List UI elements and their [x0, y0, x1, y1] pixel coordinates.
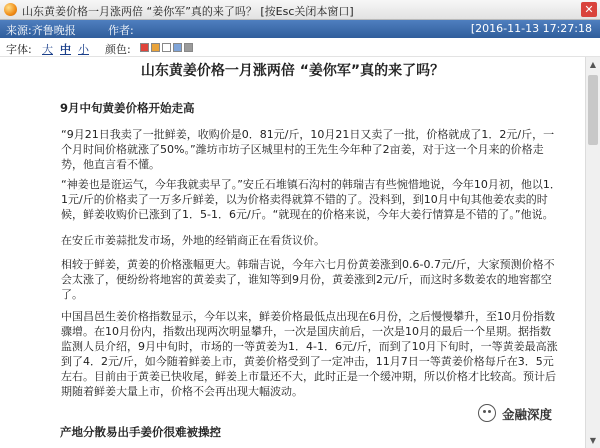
- font-size-medium[interactable]: 中: [60, 43, 71, 56]
- wechat-icon: [478, 404, 496, 422]
- article-paragraph: 在安丘市姜蒜批发市场，外地的经销商正在看货议价。: [61, 234, 325, 247]
- color-swatch-blue[interactable]: [173, 43, 182, 52]
- reading-toolbar: [0, 38, 600, 57]
- article-paragraph: 中国昌邑生姜价格指数显示，今年以来，鲜姜价格最低点出现在6月份，之后慢慢攀升，至10月份指数骤增。在10月份内，指数出现两次明显攀升，一次是国庆前后，一次是10月的最后一个星期。据指数监测人员介绍，9月中旬时，市场的一等黄姜为1．4-1．6元/斤，而到了10月下旬时，一等黄姜最高涨到了4．2元/斤，如今随着鲜姜上市，黄姜价格受到了一定冲击，11月7日一等黄姜价格每斤在3．5元左右。目前由于黄姜已快收尾，鲜姜上市量还不大，此时正是一个缓冲期，所以价格才比较高。预计后期随着鲜姜大量上市，价格不会再出现大幅波动。: [61, 310, 558, 398]
- author-label: 作者:: [108, 24, 134, 37]
- color-label: 颜色:: [105, 43, 131, 56]
- section-heading: 9月中旬黄姜价格开始走高: [60, 101, 195, 115]
- window-titlebar: [0, 0, 600, 20]
- article-content: [0, 57, 585, 448]
- article-headline: 山东黄姜价格一月涨两倍 “姜你军”真的来了吗？: [140, 63, 445, 79]
- article-paragraph: 相较于鲜姜，黄姜的价格涨幅更大。韩瑞吉说，今年六七月份黄姜涨到0.6-0.7元/斤，大家预测价格不会太涨了，便纷纷将地窖的黄姜卖了，谁知等到9月份，黄姜涨到2元/斤，而这时多数姜农的地窖都空了。: [61, 258, 555, 301]
- scroll-thumb[interactable]: [588, 75, 598, 145]
- article-paragraph: “神姜也是诳运气，今年我就卖早了。”安丘石堆镇石沟村的韩瑞吉有些惋惜地说，今年10月初，他以1．1元/斤的价格卖了一万多斤鲜姜，以为价格卖得就算不错的了。没料到，到10月中旬其他姜农卖的时候，鲜姜收购价已涨到了1．5-1．6元/斤。“就现在的价格来说，今年大姜行情算是不错的了。”他说。: [61, 178, 561, 221]
- color-swatch-orange[interactable]: [151, 43, 160, 52]
- font-size-small[interactable]: 小: [78, 43, 89, 56]
- section-heading: 产地分散易出手姜价很难被操控: [60, 425, 221, 439]
- vertical-scrollbar[interactable]: [585, 57, 600, 448]
- close-button[interactable]: ✕: [581, 2, 597, 17]
- watermark-text: 金融深度: [502, 407, 553, 422]
- window-title: 山东黄姜价格一月涨两倍 “姜你军”真的来了吗？ [按Esc关闭本窗口]: [22, 5, 354, 18]
- color-swatch-red[interactable]: [140, 43, 149, 52]
- font-size-label: 字体:: [6, 43, 32, 56]
- source-label: 来源:齐鲁晚报: [6, 24, 76, 37]
- scroll-up-icon[interactable]: ▲: [589, 60, 597, 69]
- app-icon: [4, 3, 17, 16]
- timestamp: [2016-11-13 17:27:18: [470, 22, 592, 35]
- font-size-large[interactable]: 大: [42, 43, 53, 56]
- color-swatch-white[interactable]: [162, 43, 171, 52]
- color-swatch-gray[interactable]: [184, 43, 193, 52]
- scroll-down-icon[interactable]: ▼: [589, 436, 597, 445]
- article-paragraph: “9月21日我卖了一批鲜姜，收购价是0．81元/斤，10月21日又卖了一批，价格就成了1．2元/斤，一个月时间价格就涨了50%。”潍坊市坊子区城里村的王先生今年种了2亩姜，对于这一个月来的价格走势，他直言看不懂。: [61, 128, 555, 171]
- article-info-bar: [0, 20, 600, 38]
